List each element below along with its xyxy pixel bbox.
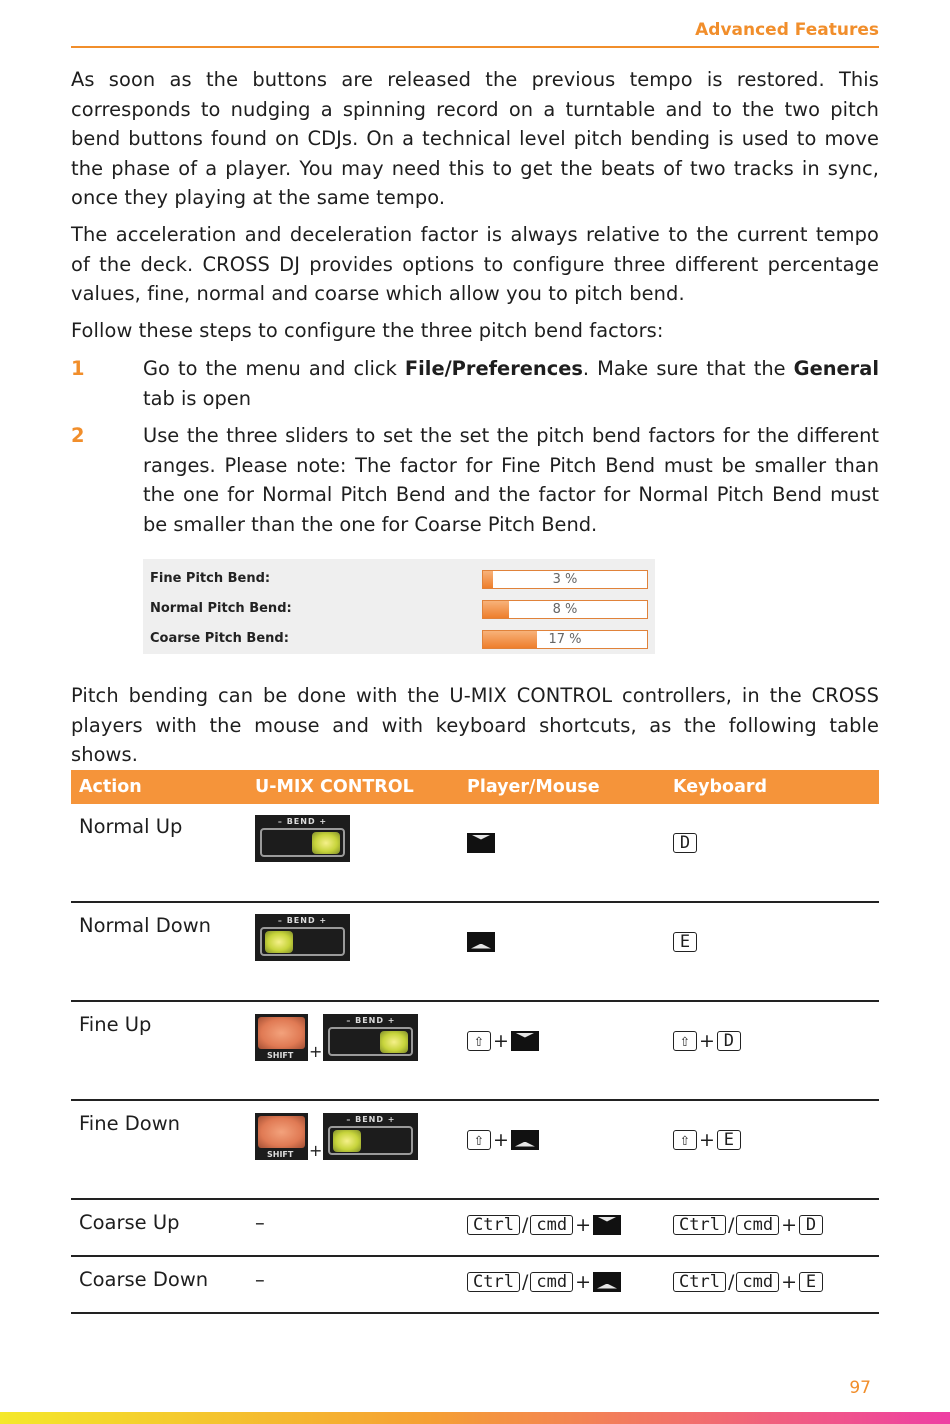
fine-pitch-bend-label: Fine Pitch Bend:: [150, 571, 271, 586]
shift-key: ⇧: [673, 1130, 697, 1150]
normal-pitch-bend-row: [143, 592, 655, 622]
shift-button-image: SHIFT: [255, 1113, 308, 1160]
pitch-bend-up-button-icon: [467, 833, 495, 853]
header-keyboard: Keyboard: [665, 770, 879, 804]
action-cell: Normal Up: [71, 804, 247, 902]
keyboard-cell: Ctrl / cmd + D: [665, 1199, 879, 1256]
step-text: Use the three sliders to set the set the pitch bend factors for the different ranges. Please note: The factor for Fine Pitch Bend must be smaller than the one for Normal Pitch Bend and the factor for Normal Pitch Bend must be smaller than the one for Coarse Pitch Bend.: [143, 424, 879, 536]
bottom-gradient-bar: [0, 1412, 950, 1424]
table-row: [71, 1256, 879, 1313]
key-e: E: [717, 1130, 741, 1150]
slider-value: 3 %: [552, 572, 578, 587]
keyboard-cell: [665, 804, 879, 902]
pitch-bend-up-button-icon: [511, 1031, 539, 1051]
page-header: [71, 18, 879, 48]
umix-cell: –: [247, 1256, 459, 1313]
keyboard-cell: ⇧ + D: [665, 1001, 879, 1100]
step-text: Go to the menu and click File/Preferences. Make sure that the General tab is open: [143, 357, 879, 410]
action-cell: Coarse Up: [71, 1199, 247, 1256]
cmd-key: cmd: [530, 1272, 573, 1292]
slider-value: 8 %: [552, 602, 578, 617]
section-title: Advanced Features: [695, 20, 879, 40]
action-cell: Fine Down: [71, 1100, 247, 1199]
header-player-mouse: Player/Mouse: [459, 770, 665, 804]
normal-pitch-bend-slider[interactable]: [482, 600, 648, 619]
cmd-key: cmd: [530, 1215, 573, 1235]
mouse-cell: Ctrl / cmd +: [459, 1256, 665, 1313]
table-row: [71, 902, 879, 1001]
key-d: D: [717, 1031, 741, 1051]
normal-pitch-bend-label: Normal Pitch Bend:: [150, 601, 292, 616]
pitch-bend-down-button-icon: [593, 1272, 621, 1292]
coarse-pitch-bend-label: Coarse Pitch Bend:: [150, 631, 289, 646]
coarse-pitch-bend-row: [143, 622, 655, 652]
mouse-cell: Ctrl / cmd +: [459, 1199, 665, 1256]
shift-key: ⇧: [467, 1031, 491, 1051]
bend-control-up-image: – BEND +: [323, 1014, 418, 1061]
pitch-bend-preferences-screenshot: [143, 559, 655, 654]
shift-key: ⇧: [467, 1130, 491, 1150]
umix-cell: –: [247, 1199, 459, 1256]
pitch-bend-up-button-icon: [593, 1215, 621, 1235]
table-header-row: [71, 770, 879, 804]
step-number: 2: [71, 424, 85, 447]
table-row: [71, 1001, 879, 1100]
key-d: D: [673, 833, 697, 853]
ctrl-key: Ctrl: [673, 1272, 726, 1292]
key-d: D: [799, 1215, 823, 1235]
header-umix-control: U-MIX CONTROL: [247, 770, 459, 804]
key-e: E: [673, 932, 697, 952]
page-number: 97: [849, 1378, 871, 1398]
cmd-key: cmd: [736, 1272, 779, 1292]
coarse-pitch-bend-slider[interactable]: [482, 630, 648, 649]
bend-control-down-image: – BEND +: [323, 1113, 418, 1160]
fine-pitch-bend-row: [143, 562, 655, 592]
bend-control-down-image: – BEND +: [255, 914, 350, 961]
ctrl-key: Ctrl: [467, 1272, 520, 1292]
mouse-cell: ⇧ +: [459, 1100, 665, 1199]
step-1: [71, 354, 879, 413]
action-cell: Coarse Down: [71, 1256, 247, 1313]
fine-pitch-bend-slider[interactable]: [482, 570, 648, 589]
paragraph-acceleration-factor: The acceleration and deceleration factor is always relative to the current tempo of the deck. CROSS DJ provides options to configure three different percentage values, fine, normal and coarse which allow you to pitch bend.: [71, 223, 879, 305]
shift-button-image: SHIFT: [255, 1014, 308, 1061]
paragraph-pitch-bending-methods: Pitch bending can be done with the U-MIX CONTROL controllers, in the CROSS players with the mouse and with keyboard shortcuts, as the following table shows.: [71, 684, 879, 766]
mouse-cell: ⇧ +: [459, 1001, 665, 1100]
keyboard-cell: [665, 902, 879, 1001]
mouse-cell: [459, 804, 665, 902]
ctrl-key: Ctrl: [467, 1215, 520, 1235]
table-row: [71, 804, 879, 902]
mouse-cell: [459, 902, 665, 1001]
umix-cell: SHIFT + – BEND +: [247, 1100, 459, 1199]
umix-cell: [247, 902, 459, 1001]
keyboard-cell: ⇧ + E: [665, 1100, 879, 1199]
umix-cell: [247, 804, 459, 902]
cmd-key: cmd: [736, 1215, 779, 1235]
key-e: E: [799, 1272, 823, 1292]
pitch-bend-shortcuts-table: [71, 770, 879, 1314]
shift-key: ⇧: [673, 1031, 697, 1051]
step-2: [71, 421, 879, 539]
slider-value: 17 %: [548, 632, 582, 647]
ctrl-key: Ctrl: [673, 1215, 726, 1235]
step-number: 1: [71, 357, 85, 380]
pitch-bend-down-button-icon: [467, 932, 495, 952]
umix-cell: SHIFT + – BEND +: [247, 1001, 459, 1100]
keyboard-cell: Ctrl / cmd + E: [665, 1256, 879, 1313]
action-cell: Normal Down: [71, 902, 247, 1001]
header-action: Action: [71, 770, 247, 804]
action-cell: Fine Up: [71, 1001, 247, 1100]
table-row: [71, 1199, 879, 1256]
paragraph-follow-steps: Follow these steps to configure the three pitch bend factors:: [71, 319, 664, 342]
bend-control-up-image: – BEND +: [255, 815, 350, 862]
pitch-bend-down-button-icon: [511, 1130, 539, 1150]
table-row: [71, 1100, 879, 1199]
paragraph-tempo-restore: As soon as the buttons are released the previous tempo is restored. This corresponds to nudging a spinning record on a turntable and to the two pitch bend buttons found on CDJs. On a technical level pitch bending is used to move the phase of a player. You may need this to get the beats of two tracks in sync, once they playing at the same tempo.: [71, 68, 879, 209]
